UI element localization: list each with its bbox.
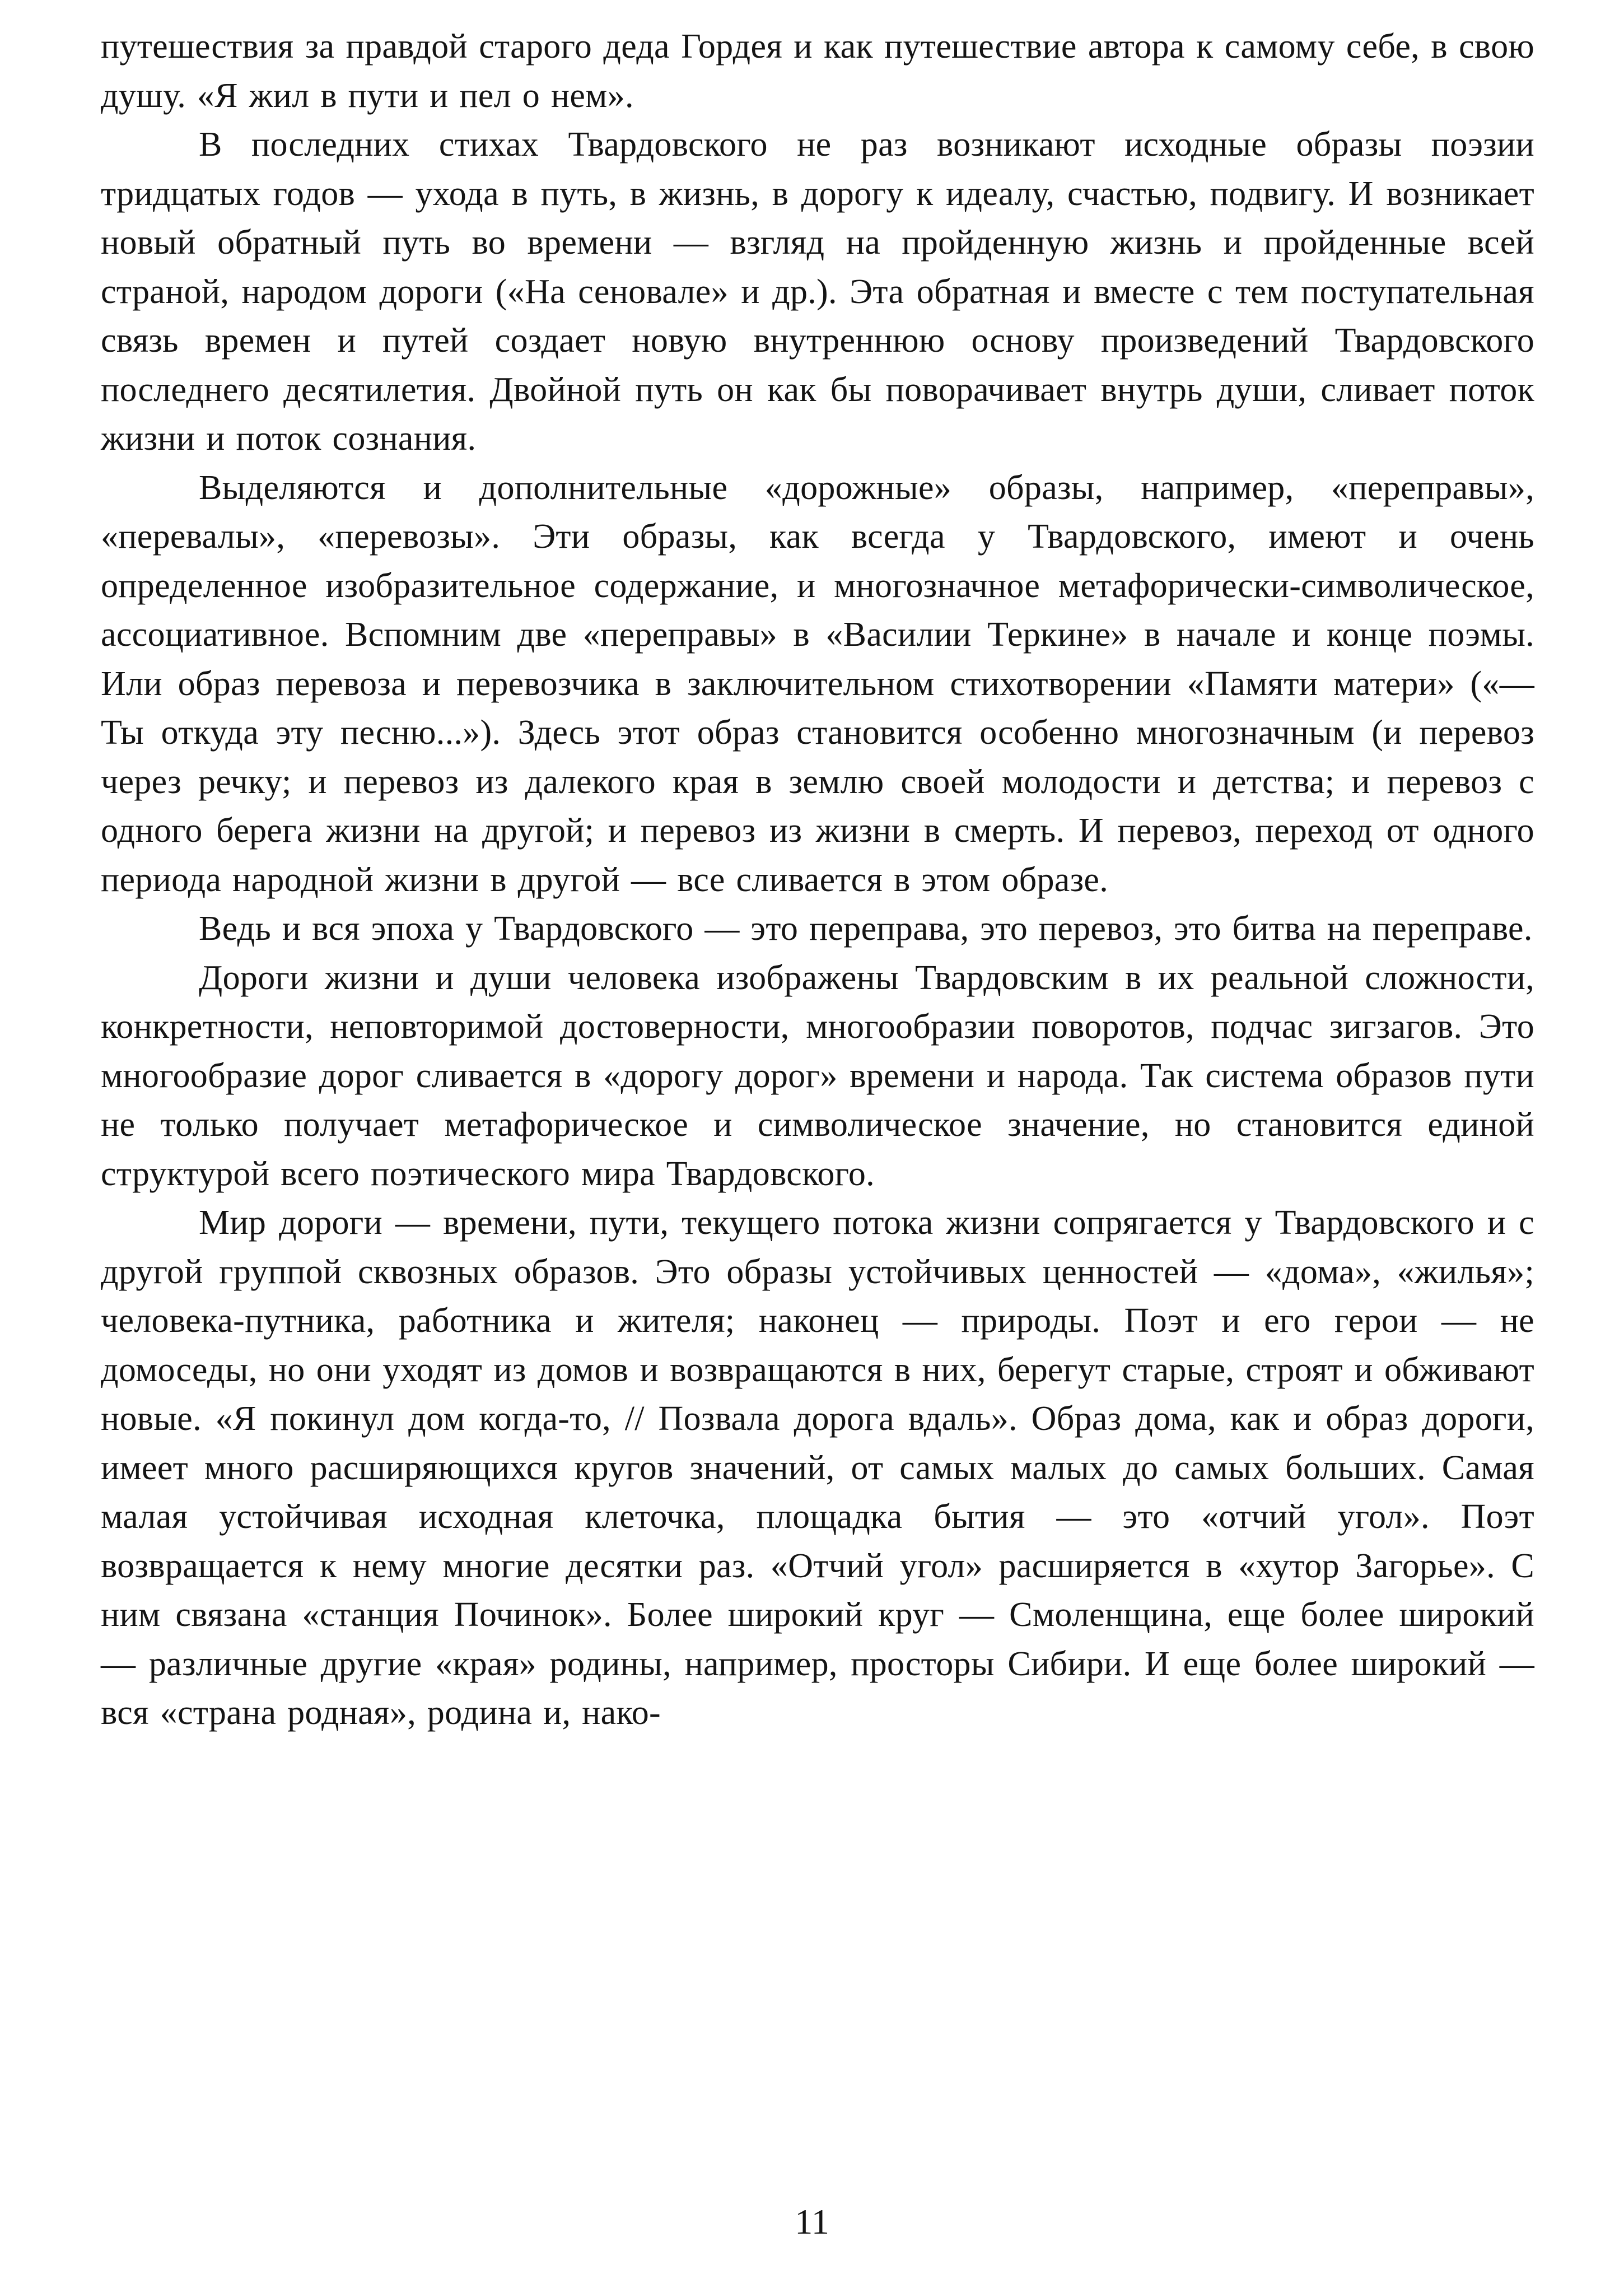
paragraph-6: Мир дороги — времени, пути, текущего потока жизни сопрягается у Твардовского и с другой группой сквозных образов. Это образы устойчивых ценностей — «дома», «жилья»; человека-путника, работника и жителя; наконец — природы. Поэт и его герои — не домоседы, но они уходят из домов и возвращаются в них, берегут старые, строят и обживают новые. «Я покинул дом когда-то, // Позвала дорога вдаль». Образ дома, как и образ дороги, имеет много расширяющихся кругов значений, от самых малых до самых больших. Самая малая устойчивая исходная клеточка, площадка бытия — это «отчий угол». Поэт возвращается к нему многие десятки раз. «Отчий угол» расширяется в «хутор Загорье». С ним связана «станция Починок». Более широкий круг — Смоленщина, еще более широкий — различные другие «края» родины, например, просторы Сибири. И еще более широкий — вся «страна родная», родина и, нако- (101, 1204, 1534, 1732)
paragraph-3: Выделяются и дополнительные «дорожные» образы, например, «переправы», «перевалы», «перевозы». Эти образы, как всегда у Твардовского, имеют и очень определенное изобразительное содержание, и многозначное метафорически-символическое, ассоциативное. Вспомним две «переправы» в «Василии Теркине» в начале и конце поэмы. Или образ перевоза и перевозчика в заключительном стихотворении «Памяти матери» («— Ты откуда эту песню...»). Здесь этот образ становится особенно многозначным (и перевоз через речку; и перевоз из далекого края в землю своей молодости и детства; и перевоз с одного берега жизни на другой; и перевоз из жизни в смерть. И перевоз, переход от одного периода народной жизни в другой — все сливается в этом образе. (101, 468, 1534, 899)
paragraph-5: Дороги жизни и души человека изображены Твардовским в их реальной сложности, конкретности, неповторимой достоверности, многообразии поворотов, подчас зигзагов. Это многообразие дорог сливается в «дорогу дорог» времени и народа. Так система образов пути не только получает метафорическое и символическое значение, но становится единой структурой всего поэтического мира Твардовского. (101, 958, 1534, 1193)
page-body (101, 22, 1534, 1738)
paragraph-2: В последних стихах Твардовского не раз возникают исходные образы поэзии тридцатых годов — ухода в путь, в жизнь, в дорогу к идеалу, счастью, подвигу. И возникает новый обратный путь во времени — взгляд на пройденную жизнь и пройденные всей страной, народом дороги («На сеновале» и др.). Эта обратная и вместе с тем поступательная связь времен и путей создает новую внутреннюю основу произведений Твардовского последнего десятилетия. Двойной путь он как бы поворачивает внутрь души, сливает поток жизни и поток сознания. (101, 125, 1534, 458)
paragraph-1: путешествия за правдой старого деда Гордея и как путешествие автора к самому себе, в свою душу. «Я жил в пути и пел о нем». (101, 27, 1534, 115)
page-number: 11 (795, 2202, 829, 2241)
paragraph-4: Ведь и вся эпоха у Твардовского — это переправа, это перевоз, это битва на переправе. (199, 910, 1533, 948)
